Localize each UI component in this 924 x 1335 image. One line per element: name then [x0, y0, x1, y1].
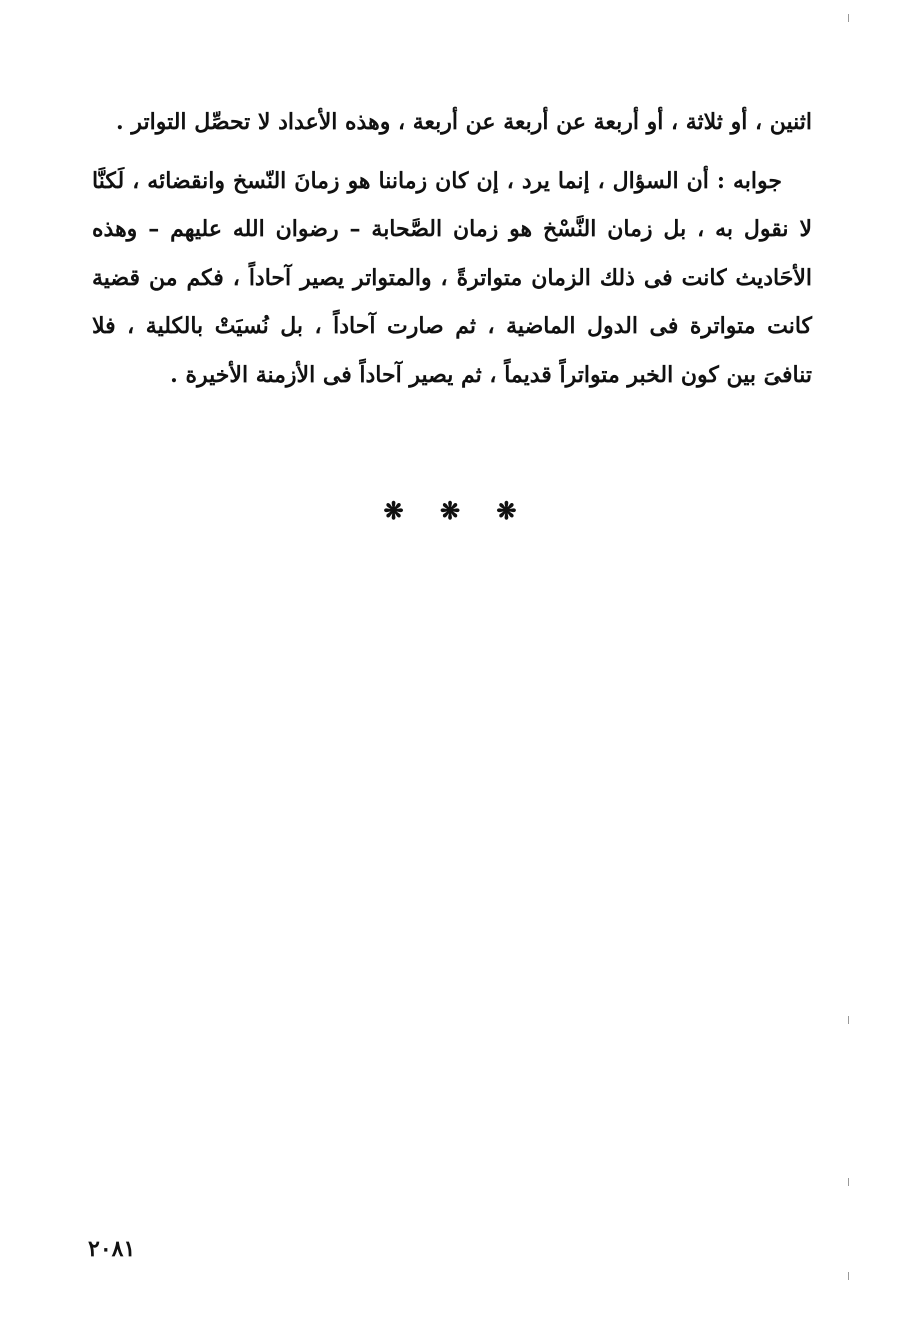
separator-star-icon: ❋	[496, 496, 517, 525]
paragraph-1: اثنين ، أو ثلاثة ، أو أربعة عن أربعة عن أربعة ، وهذه الأعداد لا تحصِّل التواتر .	[116, 109, 812, 135]
separator-star-icon: ❋	[383, 496, 404, 525]
scan-mark	[848, 1016, 849, 1024]
section-separator	[360, 496, 540, 525]
scan-mark	[848, 1272, 849, 1280]
scan-mark	[848, 1178, 849, 1186]
body-text	[92, 98, 812, 409]
separator-star-icon: ❋	[439, 496, 461, 525]
paragraph-2: جوابه : أن السؤال ، إنما يرد ، إن كان زماننا هو زمانَ النّسخ وانقضائه ، لَكنَّا لا نقول به ، بل زمان النَّسْخ هو زمان الصَّحابة – رضوان الله عليهم – وهذه الأحَاديث كانت فى ذلك الزمان متواترةً ، والمتواتر يصير آحاداً ، فكم من قضية كانت متواترة فى الدول الماضية ، ثم صارت آحاداً ، بل نُسيَتْ بالكلية ، فلا تنافىَ بين كون الخبر متواتراً قديماً ، ثم يصير آحاداً فى الأزمنة الأخيرة .	[92, 167, 812, 388]
scan-mark	[848, 14, 849, 22]
page-number: ٢٠٨١	[88, 1236, 136, 1262]
